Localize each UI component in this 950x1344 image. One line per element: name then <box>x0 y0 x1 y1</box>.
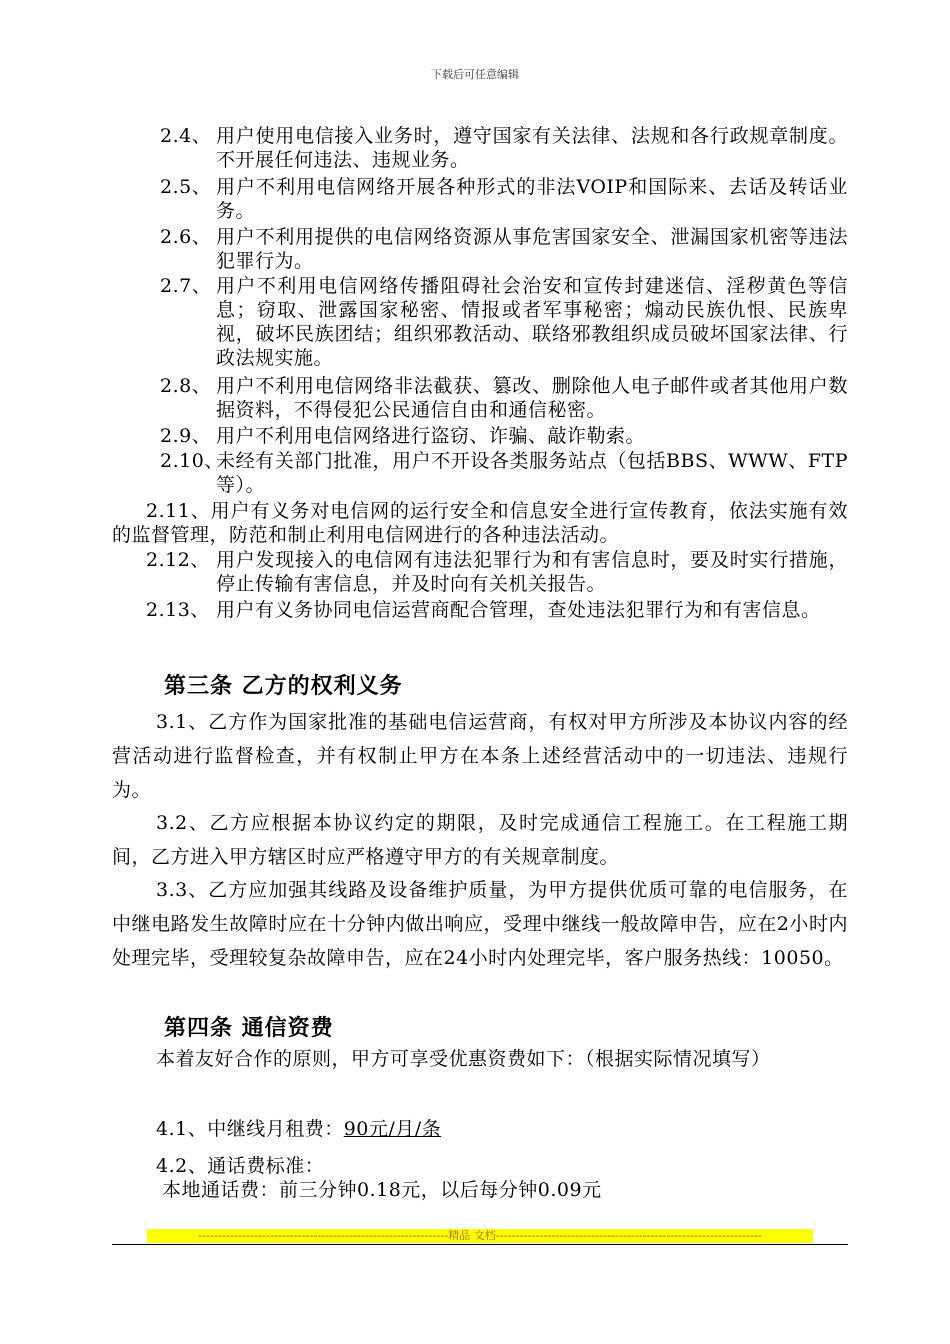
monthly-rent-value: 90元/月/条 <box>343 1118 442 1140</box>
clause-number: 2.11、 <box>146 500 211 522</box>
clause-number: 2.7、 <box>160 275 212 297</box>
section-4-intro: 本着友好合作的原则，甲方可享受优惠资费如下：（根据实际情况填写） <box>156 1048 771 1070</box>
clause-text: 用户不利用电信网络进行盗窃、诈骗、敲诈勒索。 <box>216 425 646 447</box>
clause-number: 2.5、 <box>160 176 212 198</box>
section-4-title: 第四条 通信资费 <box>164 1016 334 1041</box>
clause-2-11 <box>112 499 848 547</box>
clause-2-4 <box>160 124 848 172</box>
monthly-rent-line <box>156 1117 441 1141</box>
clause-number: 2.6、 <box>160 226 212 248</box>
clause-text: 用户不利用电信网络传播阻碍社会治安和宣传封建迷信、淫秽黄色等信息；窃取、泄露国家秘密、情报或者军事秘密；煽动民族仇恨、民族卑视，破坏民族团结；组织邪教活动、联络邪教组织成员破坏国家法律、行政法规实施。 <box>216 275 848 369</box>
clause-number: 2.13、 <box>146 599 210 621</box>
clause-number: 2.9、 <box>160 425 212 447</box>
clause-number: 2.10、 <box>160 450 224 472</box>
clause-2-10 <box>160 449 848 497</box>
clause-2-8 <box>160 374 848 422</box>
clause-text <box>112 499 848 547</box>
paragraph-3-1: 3.1、乙方作为国家批准的基础电信运营商，有权对甲方所涉及本协议内容的经营活动进行监督检查，并有权制止甲方在本条上述经营活动中的一切违法、违规行为。 <box>112 711 848 801</box>
clause-number: 2.12、 <box>146 549 210 571</box>
section-3-title: 第三条 乙方的权利义务 <box>164 674 403 699</box>
page-header: 下载后可任意编辑 <box>431 68 519 81</box>
clause-2-7 <box>160 274 848 370</box>
clause-2-5 <box>160 175 848 223</box>
clause-2-12 <box>146 548 848 596</box>
clause-2-6 <box>160 225 848 273</box>
clause-text: 用户发现接入的电信网有违法犯罪行为和有害信息时，要及时实行措施，停止传输有害信息，并及时向有关机关报告。 <box>216 549 848 595</box>
clause-2-13 <box>146 598 848 646</box>
footer-divider <box>112 1244 848 1245</box>
clause-text: 未经有关部门批准，用户不开设各类服务站点（包括BBS、WWW、FTP等）。 <box>216 450 848 496</box>
monthly-rent-label: 4.1、中继线月租费： <box>156 1118 344 1140</box>
footer-banner: ---------------------------------------------------------------精品 文档------------------------------------------------------------------- <box>147 1229 813 1243</box>
clause-text: 用户使用电信接入业务时，遵守国家有关法律、法规和各行政规章制度。不开展任何违法、违规业务。 <box>216 125 848 171</box>
paragraph-3-2: 3.2、乙方应根据本协议约定的期限，及时完成通信工程施工。在工程施工期间，乙方进入甲方辖区时应严格遵守甲方的有关规章制度。 <box>112 812 848 868</box>
clause-number: 2.4、 <box>160 125 212 147</box>
clause-text: 用户有义务协同电信运营商配合管理，查处违法犯罪行为和有害信息。 <box>216 599 821 621</box>
clause-2-9 <box>160 424 848 448</box>
clause-number: 2.8、 <box>160 375 212 397</box>
clause-body: 用户有义务对电信网的运行安全和信息安全进行宣传教育，依法实施有效的监督管理，防范和制止利用电信网进行的各种违法活动。 <box>112 500 848 546</box>
clause-text: 用户不利用电信网络非法截获、篡改、删除他人电子邮件或者其他用户数据资料，不得侵犯公民通信自由和通信秘密。 <box>216 375 848 421</box>
clause-text: 用户不利用电信网络开展各种形式的非法VOIP和国际来、去话及转话业务。 <box>216 176 848 222</box>
call-fee-label: 4.2、通话费标准： <box>156 1155 325 1177</box>
clause-text: 用户不利用提供的电信网络资源从事危害国家安全、泄漏国家机密等违法犯罪行为。 <box>216 226 848 272</box>
local-call-fee: 本地通话费：前三分钟0.18元，以后每分钟0.09元 <box>162 1179 602 1201</box>
paragraph-3-3: 3.3、乙方应加强其线路及设备维护质量，为甲方提供优质可靠的电信服务，在中继电路发生故障时应在十分钟内做出响应，受理中继线一般故障申告，应在2小时内处理完毕，受理较复杂故障申告，应在24小时内处理完毕，客户服务热线：10050。 <box>112 879 848 969</box>
